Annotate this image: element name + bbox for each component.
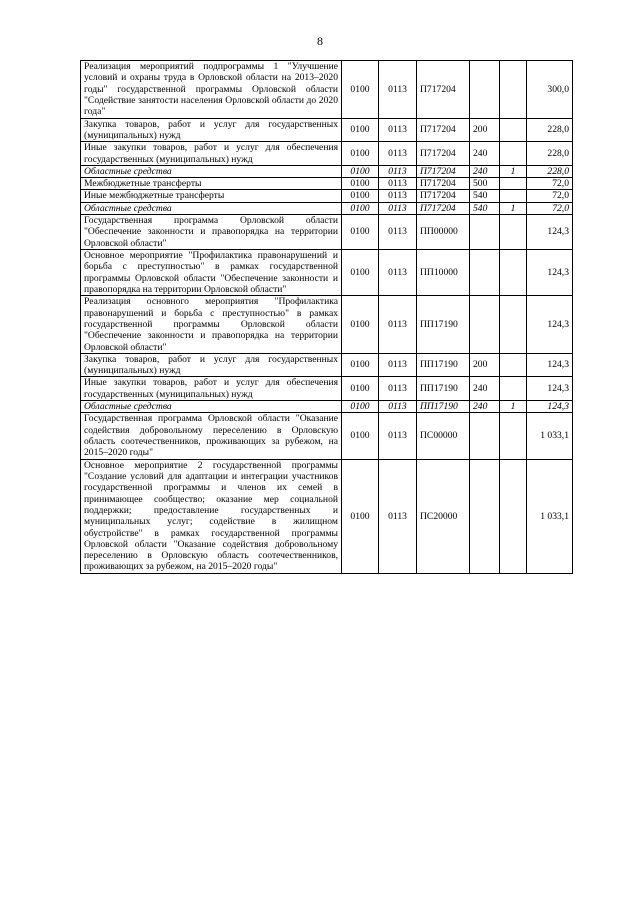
- row-section-code-cell: 0100: [342, 61, 379, 119]
- row-target-article-cell: ПП10000: [417, 250, 470, 296]
- row-name-cell: Иные закупки товаров, работ и услуг для обеспечения государственных (муниципальных) нужд: [81, 142, 342, 166]
- row-expense-type-cell: 540: [470, 202, 500, 214]
- row-funding-source-cell: 1: [500, 401, 527, 413]
- row-funding-source-cell: [500, 296, 527, 354]
- row-subsection-code-cell: 0113: [379, 459, 417, 573]
- table-row: [81, 353, 573, 377]
- row-funding-source-cell: 1: [500, 202, 527, 214]
- row-amount-cell: 228,0: [527, 142, 573, 166]
- row-subsection-code-cell: 0113: [379, 61, 417, 119]
- row-funding-source-cell: [500, 250, 527, 296]
- row-expense-type-cell: 240: [470, 165, 500, 177]
- budget-table-body: [81, 61, 573, 574]
- row-expense-type-cell: [470, 413, 500, 459]
- row-subsection-code-cell: 0113: [379, 353, 417, 377]
- row-amount-cell: 228,0: [527, 118, 573, 142]
- row-funding-source-cell: [500, 215, 527, 250]
- row-subsection-code-cell: 0113: [379, 250, 417, 296]
- row-amount-cell: 124,3: [527, 250, 573, 296]
- row-section-code-cell: 0100: [342, 142, 379, 166]
- row-funding-source-cell: 1: [500, 165, 527, 177]
- table-row: [81, 377, 573, 401]
- row-subsection-code-cell: 0113: [379, 202, 417, 214]
- row-expense-type-cell: [470, 250, 500, 296]
- row-amount-cell: 124,3: [527, 296, 573, 354]
- row-subsection-code-cell: 0113: [379, 118, 417, 142]
- row-name-cell: Межбюджетные трансферты: [81, 178, 342, 190]
- row-expense-type-cell: 240: [470, 401, 500, 413]
- page-number: 8: [317, 34, 323, 48]
- row-expense-type-cell: 500: [470, 178, 500, 190]
- row-amount-cell: 124,3: [527, 215, 573, 250]
- row-expense-type-cell: 240: [470, 377, 500, 401]
- row-target-article-cell: П717204: [417, 202, 470, 214]
- row-funding-source-cell: [500, 61, 527, 119]
- row-amount-cell: 124,3: [527, 401, 573, 413]
- row-target-article-cell: П717204: [417, 142, 470, 166]
- row-funding-source-cell: [500, 413, 527, 459]
- table-row: [81, 459, 573, 573]
- row-name-cell: Реализация мероприятий подпрограммы 1 "Улучшение условий и охраны труда в Орловской области на 2013–2020 годы" государственной программы Орловской области "Содействие занятости населения Орловской области до 2020 года": [81, 61, 342, 119]
- row-section-code-cell: 0100: [342, 215, 379, 250]
- row-section-code-cell: 0100: [342, 165, 379, 177]
- row-section-code-cell: 0100: [342, 190, 379, 202]
- row-name-cell: Закупка товаров, работ и услуг для государственных (муниципальных) нужд: [81, 353, 342, 377]
- row-section-code-cell: 0100: [342, 118, 379, 142]
- row-target-article-cell: П717204: [417, 118, 470, 142]
- row-expense-type-cell: 540: [470, 190, 500, 202]
- row-amount-cell: 72,0: [527, 178, 573, 190]
- row-section-code-cell: 0100: [342, 377, 379, 401]
- row-target-article-cell: ПП17190: [417, 296, 470, 354]
- table-row: [81, 202, 573, 214]
- row-funding-source-cell: [500, 459, 527, 573]
- table-row: [81, 142, 573, 166]
- row-funding-source-cell: [500, 118, 527, 142]
- row-subsection-code-cell: 0113: [379, 178, 417, 190]
- row-section-code-cell: 0100: [342, 401, 379, 413]
- row-name-cell: Государственная программа Орловской области "Оказание содействия добровольному переселению в Орловскую область соотечественников, проживающих за рубежом, на 2015–2020 годы": [81, 413, 342, 459]
- row-target-article-cell: П717204: [417, 165, 470, 177]
- row-amount-cell: 300,0: [527, 61, 573, 119]
- row-target-article-cell: П717204: [417, 178, 470, 190]
- row-section-code-cell: 0100: [342, 413, 379, 459]
- row-name-cell: Государственная программа Орловской области "Обеспечение законности и правопорядка на территории Орловской области": [81, 215, 342, 250]
- row-expense-type-cell: [470, 296, 500, 354]
- table-row: [81, 296, 573, 354]
- row-section-code-cell: 0100: [342, 353, 379, 377]
- table-row: [81, 178, 573, 190]
- row-funding-source-cell: [500, 377, 527, 401]
- row-section-code-cell: 0100: [342, 178, 379, 190]
- table-row: [81, 190, 573, 202]
- row-target-article-cell: П717204: [417, 61, 470, 119]
- row-target-article-cell: ПП17190: [417, 377, 470, 401]
- row-amount-cell: 228,0: [527, 165, 573, 177]
- row-target-article-cell: ПС00000: [417, 413, 470, 459]
- table-row: [81, 250, 573, 296]
- row-name-cell: Областные средства: [81, 202, 342, 214]
- row-funding-source-cell: [500, 178, 527, 190]
- table-row: [81, 401, 573, 413]
- row-subsection-code-cell: 0113: [379, 215, 417, 250]
- table-row: [81, 118, 573, 142]
- row-amount-cell: 1 033,1: [527, 413, 573, 459]
- row-amount-cell: 124,3: [527, 377, 573, 401]
- row-target-article-cell: ПС20000: [417, 459, 470, 573]
- row-amount-cell: 72,0: [527, 202, 573, 214]
- row-name-cell: Основное мероприятие 2 государственной программы "Создание условий для адаптации и интеграции участников государственной программы и членов их семей в принимающее сообщество; оказание мер социальной поддержки; предоставление государственных и муниципальных услуг; содействие в жилищном обустройстве" в рамках государственной программы Орловской области "Оказание содействия добровольному переселению в Орловскую область соотечественников, проживающих за рубежом, на 2015–2020 годы": [81, 459, 342, 573]
- row-funding-source-cell: [500, 190, 527, 202]
- row-name-cell: Областные средства: [81, 401, 342, 413]
- row-name-cell: Закупка товаров, работ и услуг для государственных (муниципальных) нужд: [81, 118, 342, 142]
- row-subsection-code-cell: 0113: [379, 401, 417, 413]
- row-section-code-cell: 0100: [342, 202, 379, 214]
- row-section-code-cell: 0100: [342, 296, 379, 354]
- row-subsection-code-cell: 0113: [379, 413, 417, 459]
- row-name-cell: Реализация основного мероприятия "Профилактика правонарушений и борьба с преступностью" в рамках государственной программы Орловской области "Обеспечение законности и правопорядка на территории Орловской области": [81, 296, 342, 354]
- row-subsection-code-cell: 0113: [379, 142, 417, 166]
- row-expense-type-cell: [470, 61, 500, 119]
- row-name-cell: Иные закупки товаров, работ и услуг для обеспечения государственных (муниципальных) нужд: [81, 377, 342, 401]
- row-section-code-cell: 0100: [342, 250, 379, 296]
- row-expense-type-cell: 240: [470, 142, 500, 166]
- table-row: [81, 215, 573, 250]
- table-row: [81, 413, 573, 459]
- row-target-article-cell: П717204: [417, 190, 470, 202]
- table-row: [81, 165, 573, 177]
- row-funding-source-cell: [500, 142, 527, 166]
- row-amount-cell: 72,0: [527, 190, 573, 202]
- row-target-article-cell: ПП17190: [417, 401, 470, 413]
- row-target-article-cell: ПП17190: [417, 353, 470, 377]
- row-subsection-code-cell: 0113: [379, 296, 417, 354]
- row-amount-cell: 1 033,1: [527, 459, 573, 573]
- row-subsection-code-cell: 0113: [379, 165, 417, 177]
- row-expense-type-cell: 200: [470, 118, 500, 142]
- table-row: [81, 61, 573, 119]
- row-section-code-cell: 0100: [342, 459, 379, 573]
- row-amount-cell: 124,3: [527, 353, 573, 377]
- row-subsection-code-cell: 0113: [379, 190, 417, 202]
- row-expense-type-cell: [470, 215, 500, 250]
- budget-table: [80, 60, 573, 574]
- row-target-article-cell: ПП00000: [417, 215, 470, 250]
- row-name-cell: Областные средства: [81, 165, 342, 177]
- row-subsection-code-cell: 0113: [379, 377, 417, 401]
- row-name-cell: Иные межбюджетные трансферты: [81, 190, 342, 202]
- row-name-cell: Основное мероприятие "Профилактика правонарушений и борьба с преступностью" в рамках государственной программы Орловской области "Обеспечение законности и правопорядка на территории Орловской области": [81, 250, 342, 296]
- row-expense-type-cell: 200: [470, 353, 500, 377]
- row-funding-source-cell: [500, 353, 527, 377]
- row-expense-type-cell: [470, 459, 500, 573]
